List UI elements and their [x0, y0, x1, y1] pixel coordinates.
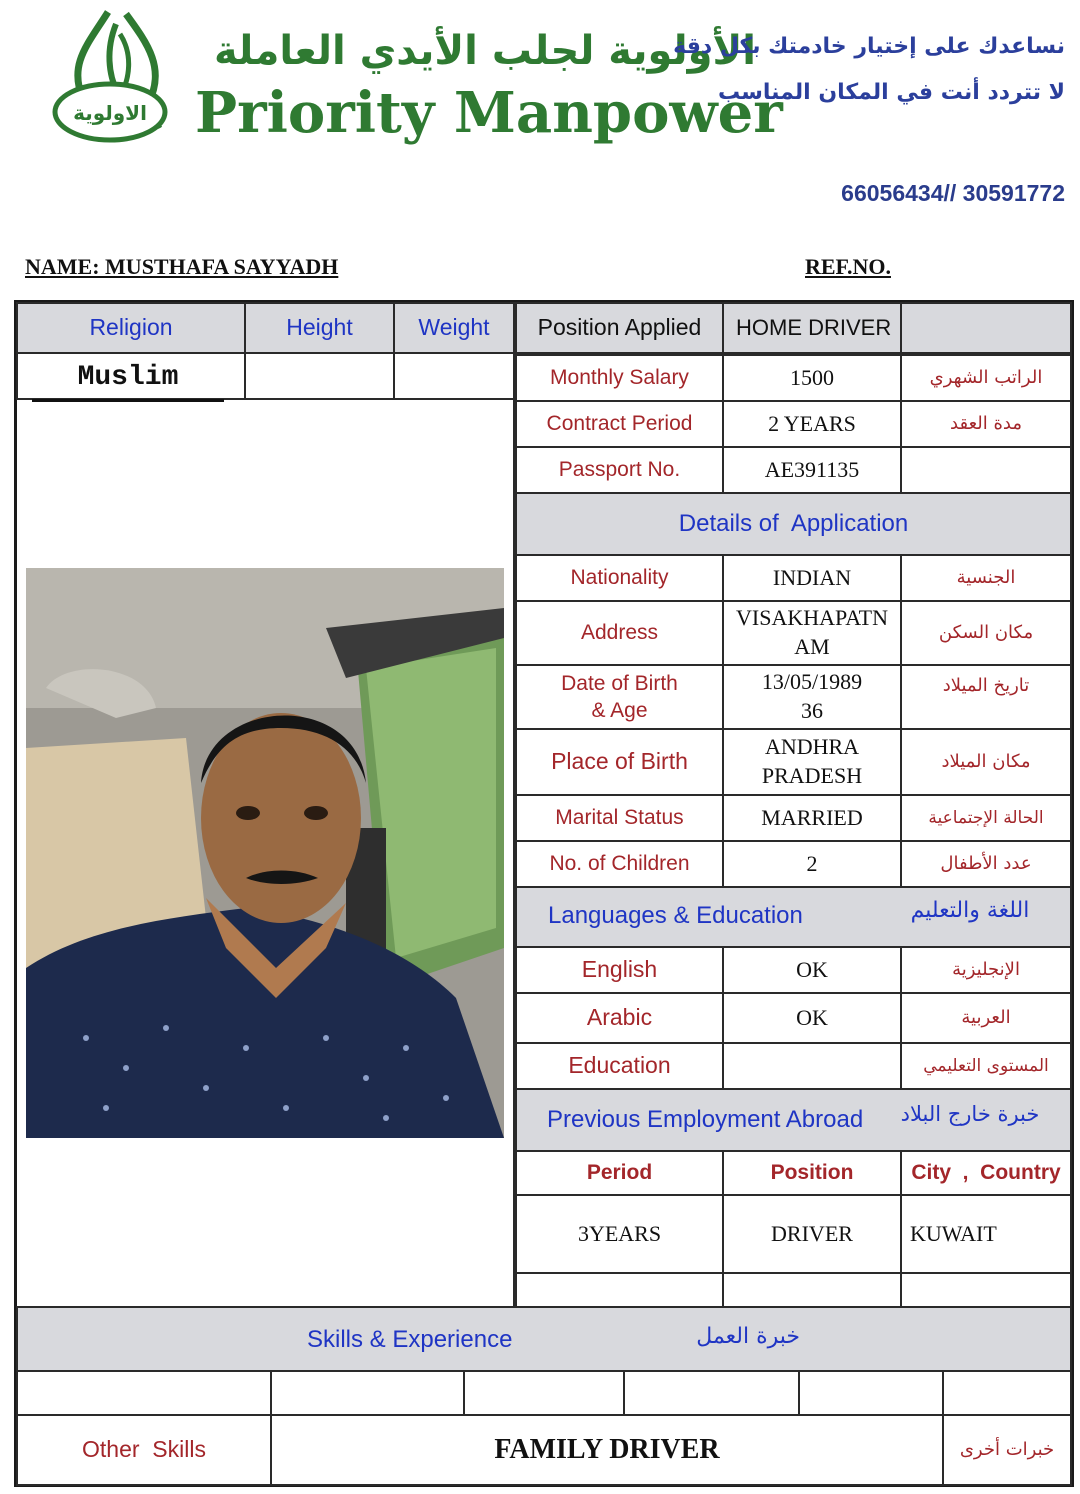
period-column-header: Period [515, 1150, 724, 1196]
languages-section-title-arabic: اللغة والتعليم [910, 898, 1030, 923]
passport-label: Passport No. [515, 446, 724, 494]
arabic-value: OK [722, 992, 902, 1044]
details-section-title: Details of Application [515, 492, 1072, 556]
weight-value-cell [393, 352, 515, 400]
employment-period-value: 3YEARS [515, 1194, 724, 1274]
height-value-cell [244, 352, 395, 400]
reference-number: REF.NO. [805, 254, 891, 279]
passport-arabic [900, 446, 1072, 494]
contract-period-value: 2 YEARS [722, 400, 902, 448]
nationality-label: Nationality [515, 554, 724, 602]
other-skills-label: Other Skills [16, 1414, 272, 1486]
employment-city-value: KUWAIT [900, 1194, 1072, 1274]
education-label: Education [515, 1042, 724, 1090]
monthly-salary-label: Monthly Salary [515, 354, 724, 402]
english-label: English [515, 946, 724, 994]
dob-arabic: تاريخ الميلاد [900, 664, 1072, 730]
position-applied-blank [900, 302, 1072, 354]
languages-section-title: Languages & Education [548, 902, 803, 929]
company-logo [48, 4, 178, 154]
employment-section-title-arabic: خبرة خارج البلاد [900, 1102, 1040, 1126]
contract-period-arabic: مدة العقد [900, 400, 1072, 448]
employment-empty-cell-2 [722, 1272, 902, 1308]
other-skills-value: FAMILY DRIVER [270, 1414, 944, 1486]
children-value: 2 [722, 840, 902, 888]
dob-age-label: Date of Birth & Age [515, 664, 724, 730]
religion-value: Muslim [32, 362, 224, 402]
arabic-arabic: العربية [900, 992, 1072, 1044]
employment-section-title: Previous Employment Abroad [547, 1106, 864, 1133]
education-value [722, 1042, 902, 1090]
employment-empty-cell-3 [900, 1272, 1072, 1308]
dob-age-value: 13/05/1989 36 [722, 664, 902, 730]
education-arabic: المستوى التعليمي [900, 1042, 1072, 1090]
arabic-label: Arabic [515, 992, 724, 1044]
skills-section-title-arabic: خبرة العمل [696, 1324, 800, 1349]
address-value: VISAKHAPATN AM [722, 600, 902, 666]
position-applied-label: Position Applied [515, 302, 724, 354]
applicant-name: NAME: MUSTHAFA SAYYADH [25, 254, 339, 279]
applicant-photo [26, 568, 504, 1138]
address-label: Address [515, 600, 724, 666]
nationality-arabic: الجنسية [900, 554, 1072, 602]
marital-status-value: MARRIED [722, 794, 902, 842]
marital-status-label: Marital Status [515, 794, 724, 842]
phone-numbers: 66056434// 30591772 [841, 180, 1065, 206]
monthly-salary-value: 1500 [722, 354, 902, 402]
other-skills-arabic: خبرات أخرى [942, 1414, 1072, 1486]
skills-empty-cell-2 [270, 1370, 465, 1416]
skills-section-title: Skills & Experience [307, 1326, 513, 1353]
children-label: No. of Children [515, 840, 724, 888]
employment-empty-cell-1 [515, 1272, 724, 1308]
tagline-line-2: لا تتردد أنت في المكان المناسب [717, 80, 1065, 105]
position-applied-value: HOME DRIVER [722, 302, 902, 354]
nationality-value: INDIAN [722, 554, 902, 602]
english-value: OK [722, 946, 902, 994]
position-column-header: Position [722, 1150, 902, 1196]
marital-status-arabic: الحالة الإجتماعية [900, 794, 1072, 842]
place-of-birth-label: Place of Birth [515, 728, 724, 796]
logo-text: الاولوية [73, 101, 147, 125]
passport-value: AE391135 [722, 446, 902, 494]
english-arabic: الإنجليزية [900, 946, 1072, 994]
place-of-birth-value: ANDHRA PRADESH [722, 728, 902, 796]
skills-empty-cell-3 [463, 1370, 625, 1416]
skills-section-header [16, 1306, 1072, 1372]
tagline-line-1: نساعدك على إختيار خادمتك بكل دقة [673, 34, 1065, 59]
skills-empty-cell-6 [942, 1370, 1072, 1416]
brand-name-arabic: الأولوية لجلب الأيدي العاملة [214, 28, 756, 74]
contract-period-label: Contract Period [515, 400, 724, 448]
city-country-column-header: City , Country [900, 1150, 1072, 1196]
monthly-salary-arabic: الراتب الشهري [900, 354, 1072, 402]
place-of-birth-arabic: مكان الميلاد [900, 728, 1072, 796]
employment-position-value: DRIVER [722, 1194, 902, 1274]
religion-header: Religion [16, 302, 246, 354]
address-arabic: مكان السكن [900, 600, 1072, 666]
children-arabic: عدد الأطفال [900, 840, 1072, 888]
brand-name-english: Priority Manpower [195, 80, 783, 146]
skills-empty-cell-1 [16, 1370, 272, 1416]
skills-empty-cell-5 [798, 1370, 944, 1416]
weight-header: Weight [393, 302, 515, 354]
skills-empty-cell-4 [623, 1370, 800, 1416]
height-header: Height [244, 302, 395, 354]
